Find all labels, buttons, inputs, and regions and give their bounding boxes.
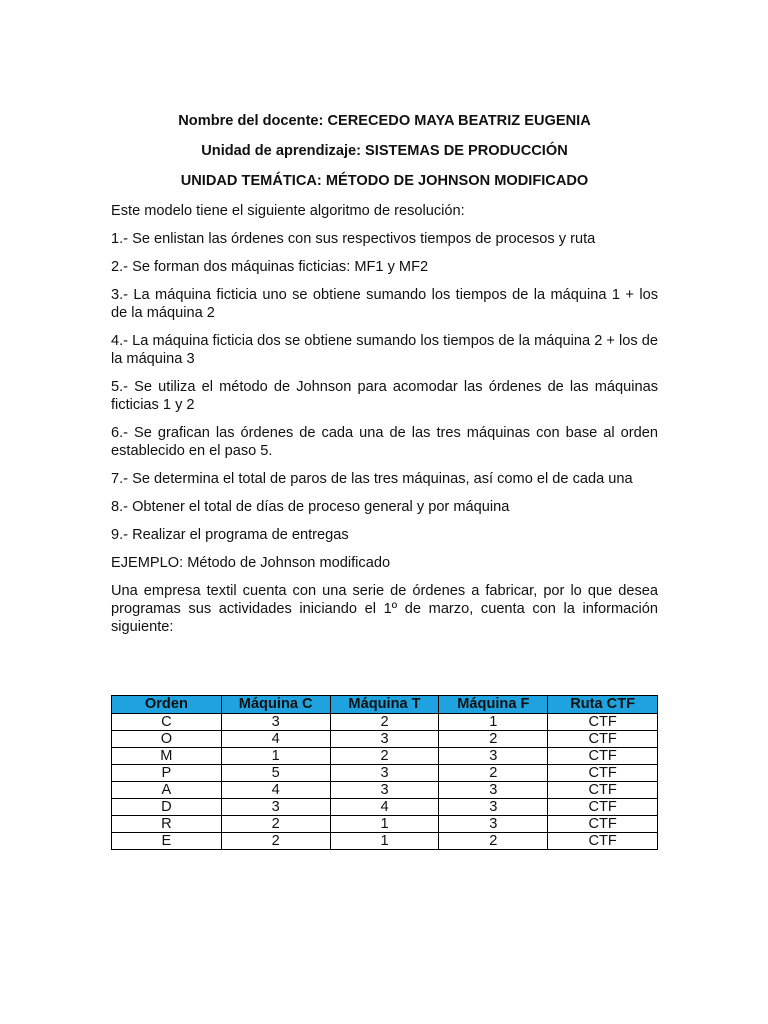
table-row	[112, 782, 658, 799]
table-cell: 1	[221, 748, 330, 765]
step-3: 3.- La máquina ficticia uno se obtiene sumando los tiempos de la máquina 1 + los de la máquina 2	[111, 287, 658, 321]
step-6: 6.- Se grafican las órdenes de cada una de las tres máquinas con base al orden establecido en el paso 5.	[111, 425, 658, 459]
step-5: 5.- Se utiliza el método de Johnson para acomodar las órdenes de las máquinas ficticias 1 y 2	[111, 379, 658, 413]
table-cell: 3	[439, 782, 548, 799]
column-header-ruta: Ruta CTF	[548, 696, 658, 714]
table-cell: O	[112, 731, 222, 748]
table-cell: 2	[221, 833, 330, 850]
intro-paragraph: Este modelo tiene el siguiente algoritmo de resolución:	[111, 203, 465, 219]
column-header-orden: Orden	[112, 696, 222, 714]
orders-table-container	[111, 695, 658, 850]
table-cell: CTF	[548, 748, 658, 765]
table-row	[112, 714, 658, 731]
column-header-maquina-f: Máquina F	[439, 696, 548, 714]
table-cell: 3	[439, 799, 548, 816]
table-row	[112, 765, 658, 782]
step-4: 4.- La máquina ficticia dos se obtiene sumando los tiempos de la máquina 2 + los de la máquina 3	[111, 333, 658, 367]
table-cell: 2	[330, 714, 439, 731]
column-header-maquina-t: Máquina T	[330, 696, 439, 714]
table-cell: 2	[330, 748, 439, 765]
example-description: Una empresa textil cuenta con una serie de órdenes a fabricar, por lo que desea programas sus actividades iniciando el 1º de marzo, cuenta con la información siguiente:	[111, 583, 658, 635]
table-row	[112, 833, 658, 850]
table-cell: CTF	[548, 765, 658, 782]
table-cell: 3	[221, 714, 330, 731]
step-9: 9.- Realizar el programa de entregas	[111, 527, 349, 543]
table-row	[112, 748, 658, 765]
table-cell: 3	[221, 799, 330, 816]
table-cell: R	[112, 816, 222, 833]
thematic-unit-heading: UNIDAD TEMÁTICA: MÉTODO DE JOHNSON MODIFICADO	[180, 173, 589, 189]
table-cell: CTF	[548, 799, 658, 816]
table-cell: 3	[330, 765, 439, 782]
document-body	[111, 112, 658, 646]
table-cell: 4	[330, 799, 439, 816]
table-cell: 1	[330, 816, 439, 833]
table-row	[112, 816, 658, 833]
table-cell: 3	[439, 748, 548, 765]
table-cell: E	[112, 833, 222, 850]
step-7: 7.- Se determina el total de paros de las tres máquinas, así como el de cada una	[111, 471, 633, 487]
table-cell: 4	[221, 782, 330, 799]
example-title: EJEMPLO: Método de Johnson modificado	[111, 555, 391, 571]
table-cell: 3	[439, 816, 548, 833]
table-cell: 5	[221, 765, 330, 782]
column-header-maquina-c: Máquina C	[221, 696, 330, 714]
learning-unit-heading: Unidad de aprendizaje: SISTEMAS DE PRODUCCIÓN	[201, 143, 568, 159]
table-cell: 1	[439, 714, 548, 731]
table-cell: 1	[330, 833, 439, 850]
table-row	[112, 799, 658, 816]
table-header-row	[112, 696, 658, 714]
table-cell: M	[112, 748, 222, 765]
table-cell: CTF	[548, 714, 658, 731]
step-2: 2.- Se forman dos máquinas ficticias: MF1 y MF2	[111, 259, 429, 275]
table-cell: D	[112, 799, 222, 816]
table-cell: 2	[439, 833, 548, 850]
table-cell: 2	[439, 765, 548, 782]
table-cell: 2	[439, 731, 548, 748]
table-cell: A	[112, 782, 222, 799]
table-cell: P	[112, 765, 222, 782]
table-cell: CTF	[548, 833, 658, 850]
table-cell: CTF	[548, 816, 658, 833]
step-1: 1.- Se enlistan las órdenes con sus respectivos tiempos de procesos y ruta	[111, 231, 596, 247]
table-cell: 2	[221, 816, 330, 833]
orders-table	[111, 695, 658, 850]
table-cell: 4	[221, 731, 330, 748]
table-cell: CTF	[548, 782, 658, 799]
table-cell: 3	[330, 731, 439, 748]
table-cell: CTF	[548, 731, 658, 748]
table-cell: C	[112, 714, 222, 731]
table-row	[112, 731, 658, 748]
step-8: 8.- Obtener el total de días de proceso general y por máquina	[111, 499, 510, 515]
table-cell: 3	[330, 782, 439, 799]
teacher-name-heading: Nombre del docente: CERECEDO MAYA BEATRIZ EUGENIA	[178, 113, 591, 129]
